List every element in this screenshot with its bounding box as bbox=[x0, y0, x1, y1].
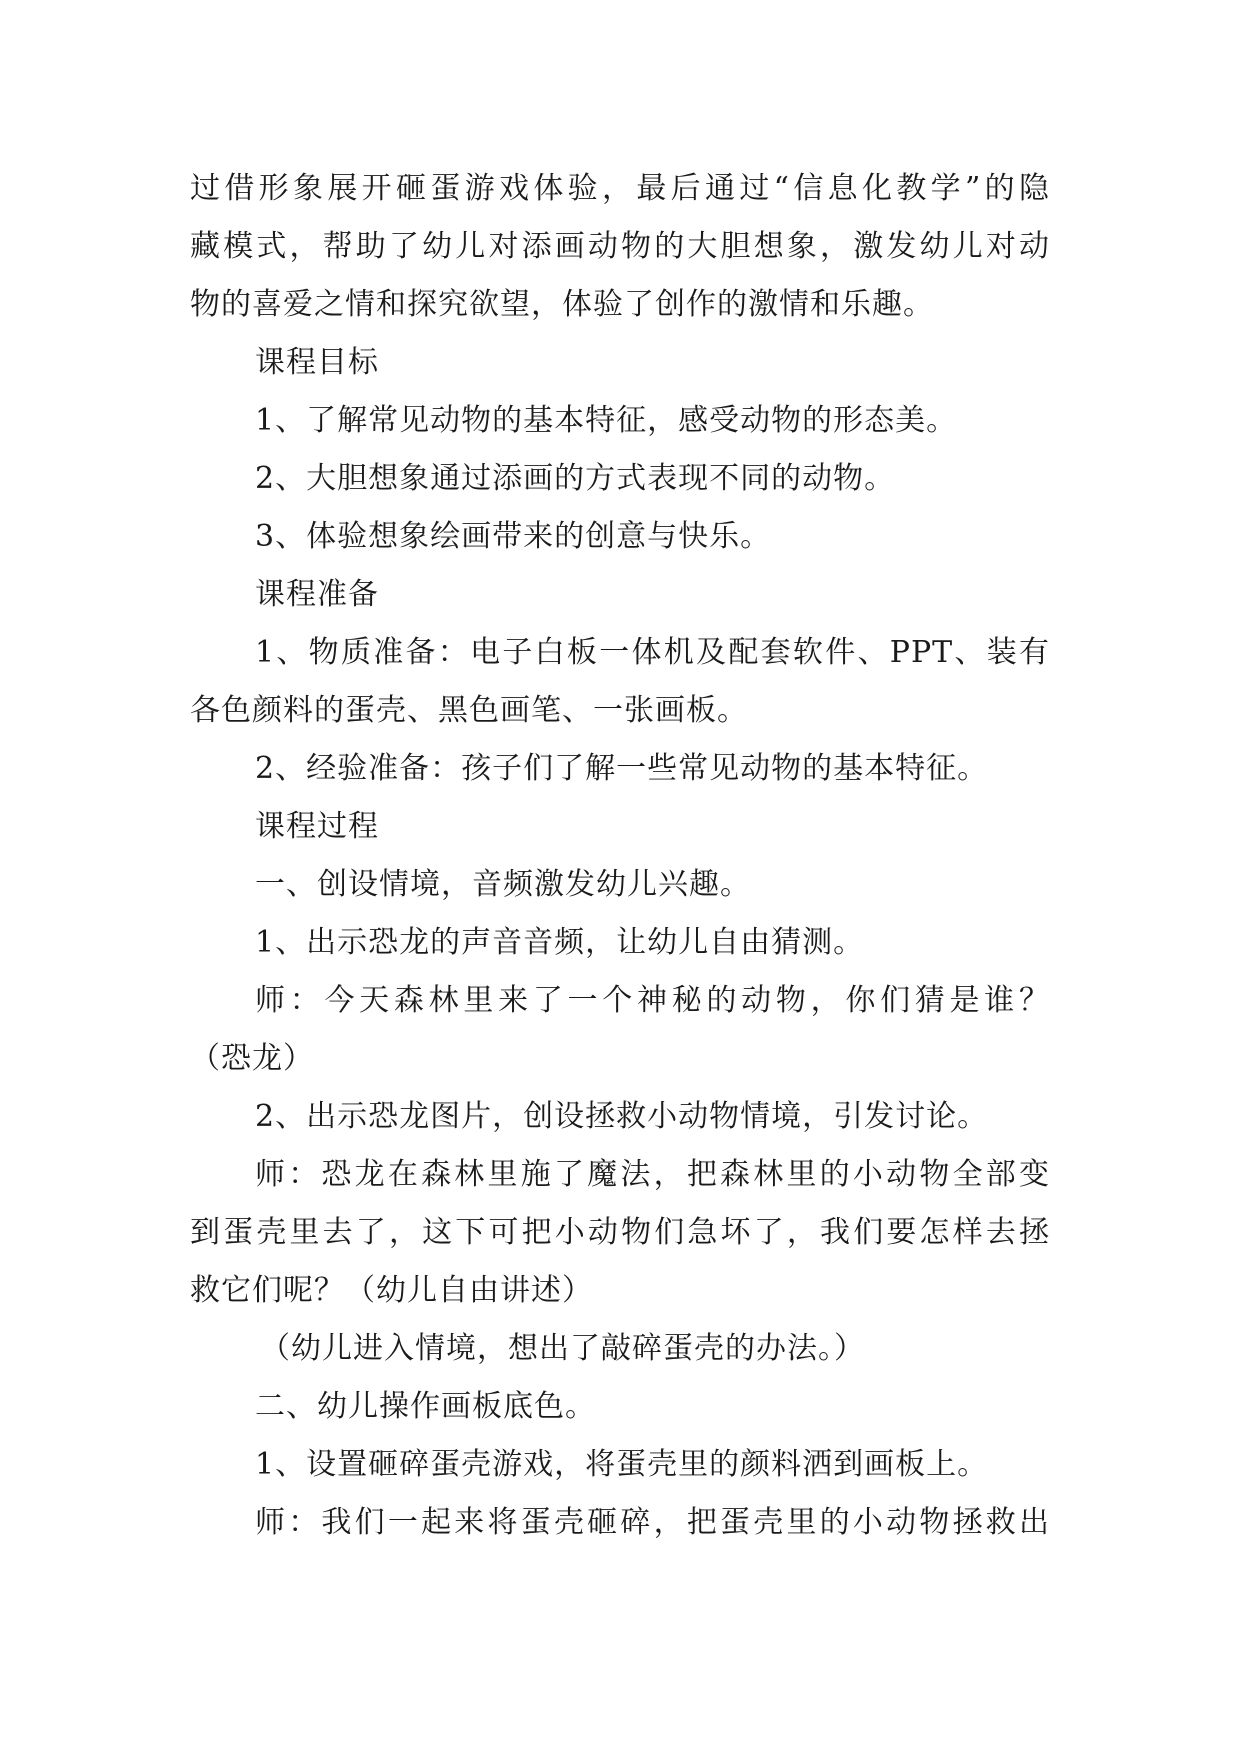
step-heading: 二、幼儿操作画板底色。 bbox=[255, 1389, 596, 1424]
step-heading: 一、创设情境，音频激发幼儿兴趣。 bbox=[255, 867, 751, 902]
paragraph-line: 到蛋壳里去了，这下可把小动物们急坏了，我们要怎样去拯 bbox=[190, 1215, 1050, 1250]
paragraph-line: 各色颜料的蛋壳、黑色画笔、一张画板。 bbox=[190, 693, 748, 728]
dialogue-line: 师：今天森林里来了一个神秘的动物，你们猜是谁？ bbox=[255, 983, 1050, 1018]
preparation-item: 1、物质准备：电子白板一体机及配套软件、PPT、装有 bbox=[255, 635, 1050, 670]
document-page bbox=[190, 160, 1050, 1552]
step-item: 2、出示恐龙图片，创设拯救小动物情境，引发讨论。 bbox=[255, 1099, 989, 1134]
note-line: （幼儿进入情境，想出了敲碎蛋壳的办法。） bbox=[260, 1331, 865, 1366]
paragraph-line: 物的喜爱之情和探究欲望，体验了创作的激情和乐趣。 bbox=[190, 287, 934, 322]
paragraph-line: 藏模式，帮助了幼儿对添画动物的大胆想象，激发幼儿对动 bbox=[190, 229, 1050, 264]
paragraph-line: 过借形象展开砸蛋游戏体验，最后通过“信息化教学”的隐 bbox=[190, 171, 1050, 206]
section-heading-course-goals: 课程目标 bbox=[255, 345, 379, 380]
preparation-item: 2、经验准备：孩子们了解一些常见动物的基本特征。 bbox=[255, 751, 989, 786]
dialogue-line: 师：我们一起来将蛋壳砸碎，把蛋壳里的小动物拯救出 bbox=[255, 1505, 1050, 1540]
paragraph-line: 救它们呢？（幼儿自由讲述） bbox=[190, 1273, 593, 1308]
step-item: 1、出示恐龙的声音音频，让幼儿自由猜测。 bbox=[255, 925, 865, 960]
goal-item: 3、体验想象绘画带来的创意与快乐。 bbox=[255, 519, 772, 554]
goal-item: 1、了解常见动物的基本特征，感受动物的形态美。 bbox=[255, 403, 958, 438]
step-item: 1、设置砸碎蛋壳游戏，将蛋壳里的颜料洒到画板上。 bbox=[255, 1447, 989, 1482]
paragraph-line: （恐龙） bbox=[190, 1041, 314, 1076]
section-heading-course-process: 课程过程 bbox=[255, 809, 379, 844]
goal-item: 2、大胆想象通过添画的方式表现不同的动物。 bbox=[255, 461, 896, 496]
section-heading-course-preparation: 课程准备 bbox=[255, 577, 379, 612]
dialogue-line: 师：恐龙在森林里施了魔法，把森林里的小动物全部变 bbox=[255, 1157, 1050, 1192]
